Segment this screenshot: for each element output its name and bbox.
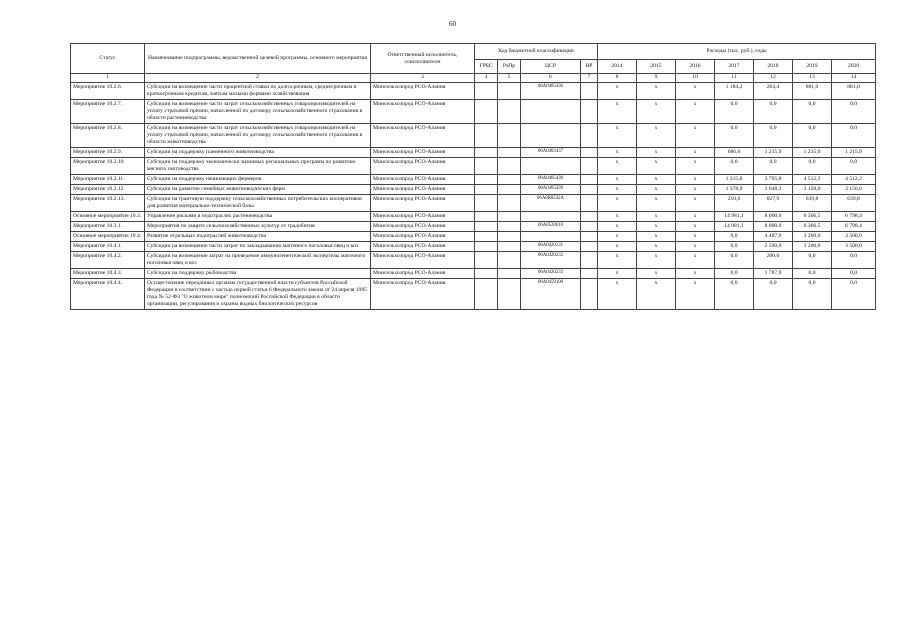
- row-rzpr: [498, 147, 521, 157]
- column-number: 4: [475, 74, 498, 83]
- row-expense-value: 881,0: [793, 83, 832, 100]
- row-expense-value: 0,0: [715, 268, 754, 278]
- header-year: 2015: [637, 60, 676, 74]
- column-number: 13: [793, 74, 832, 83]
- row-name: Субсидии на возмещение части процентной ставки по долгосрочным, среднесрочным и краткосрочным кредитам, взятым малыми формами хозяйствования: [145, 83, 371, 100]
- row-status: Мероприятие 10.4.2.: [71, 251, 145, 268]
- row-name: Субсидии на поддержку начинающих фермеров: [145, 174, 371, 184]
- row-rzpr: [498, 194, 521, 211]
- row-expense-value: 0,0: [715, 251, 754, 268]
- row-csr: 06A0405436: [521, 83, 581, 100]
- row-vr: [581, 278, 598, 309]
- column-number: 6: [521, 74, 581, 83]
- row-expense-value: 3 648,3: [754, 184, 793, 194]
- row-expense-value: 263,4: [754, 83, 793, 100]
- table-row: [71, 278, 876, 309]
- column-number: 3: [371, 74, 475, 83]
- row-csr: [521, 231, 581, 241]
- row-expense-value: 3 500,0: [832, 241, 876, 251]
- row-expense-value: x: [598, 221, 637, 231]
- row-expense-value: 3 150,0: [793, 184, 832, 194]
- row-grbs: [475, 268, 498, 278]
- row-name: Субсидии на возмещение затрат на проведение иммуногенетической экспертизы маточного поголовья овец и коз: [145, 251, 371, 268]
- header-year: 2019: [793, 60, 832, 74]
- table-row: [71, 251, 876, 268]
- row-grbs: [475, 221, 498, 231]
- row-status: Мероприятие 10.2.13.: [71, 194, 145, 211]
- row-expense-value: x: [637, 83, 676, 100]
- row-rzpr: [498, 83, 521, 100]
- row-name: Субсидии на возмещение части затрат сельскохозяйственных товаропроизводителей на уплату страховой премии, начисленной по договору сельскохозяйственного страхования в области растениеводства: [145, 99, 371, 123]
- row-expense-value: 0,0: [754, 278, 793, 309]
- row-expense-value: x: [637, 99, 676, 123]
- row-expense-value: 6 798,4: [832, 221, 876, 231]
- row-expense-value: 827,9: [754, 194, 793, 211]
- row-expense-value: 686,6: [715, 147, 754, 157]
- row-status: Мероприятие 10.2.8.: [71, 123, 145, 147]
- row-grbs: [475, 211, 498, 221]
- row-status: Мероприятие 10.2.10.: [71, 157, 145, 174]
- row-expense-value: 639,8: [832, 194, 876, 211]
- row-status: Мероприятие 10.2.6.: [71, 83, 145, 100]
- row-expense-value: 0,0: [832, 251, 876, 268]
- row-status: Мероприятие 10.4.1.: [71, 241, 145, 251]
- row-csr: [521, 211, 581, 221]
- header-expenses: Расходы (тыс. руб.), годы: [598, 44, 876, 60]
- row-grbs: [475, 174, 498, 184]
- row-grbs: [475, 194, 498, 211]
- header-year: 2016: [676, 60, 715, 74]
- header-vr: ВР: [581, 60, 598, 74]
- row-csr: 06A0459100: [521, 278, 581, 309]
- row-status: Основное мероприятие 10.3.: [71, 211, 145, 221]
- row-expense-value: 4 512,2: [793, 174, 832, 184]
- row-expense-value: x: [676, 184, 715, 194]
- row-expense-value: x: [676, 251, 715, 268]
- column-number: 14: [832, 74, 876, 83]
- row-csr: 06A0420232: [521, 251, 581, 268]
- table-row: [71, 221, 876, 231]
- row-expense-value: x: [598, 241, 637, 251]
- column-number-row: [71, 74, 876, 83]
- row-executor: Минсельхозпрод РСО-Алания: [371, 83, 475, 100]
- row-status: Мероприятие 10.4.3.: [71, 268, 145, 278]
- row-expense-value: x: [598, 211, 637, 221]
- row-expense-value: 0,0: [754, 157, 793, 174]
- row-expense-value: x: [598, 174, 637, 184]
- row-expense-value: 1 215,9: [832, 147, 876, 157]
- row-grbs: [475, 231, 498, 241]
- row-expense-value: x: [676, 211, 715, 221]
- row-expense-value: 0,0: [793, 123, 832, 147]
- row-grbs: [475, 157, 498, 174]
- row-expense-value: x: [676, 83, 715, 100]
- row-csr: 06A0420231: [521, 241, 581, 251]
- row-expense-value: 0,0: [715, 157, 754, 174]
- row-expense-value: 1 215,9: [793, 147, 832, 157]
- row-expense-value: x: [637, 123, 676, 147]
- row-expense-value: 8 000,0: [754, 221, 793, 231]
- row-vr: [581, 83, 598, 100]
- row-expense-value: 0,0: [793, 278, 832, 309]
- row-rzpr: [498, 99, 521, 123]
- row-expense-value: x: [637, 194, 676, 211]
- row-expense-value: 0,0: [715, 99, 754, 123]
- row-name: Субсидии на возмещение части затрат по закладыванию маточного поголовья овец и коз: [145, 241, 371, 251]
- row-vr: [581, 211, 598, 221]
- row-name: Мероприятия по защите сельскохозяйственных культур от градобития: [145, 221, 371, 231]
- row-expense-value: x: [598, 83, 637, 100]
- row-expense-value: 639,8: [793, 194, 832, 211]
- row-expense-value: x: [676, 221, 715, 231]
- row-csr: 06A0R0542A: [521, 194, 581, 211]
- row-executor: Минсельхозпрод РСО-Алания: [371, 278, 475, 309]
- row-expense-value: 1 787,9: [754, 268, 793, 278]
- row-expense-value: 4 512,2: [832, 174, 876, 184]
- row-csr: 06A0405439: [521, 184, 581, 194]
- row-executor: Минсельхозпрод РСО-Алания: [371, 241, 475, 251]
- row-expense-value: 6 366,5: [793, 221, 832, 231]
- row-expense-value: 14 981,1: [715, 211, 754, 221]
- row-vr: [581, 157, 598, 174]
- row-rzpr: [498, 241, 521, 251]
- row-vr: [581, 194, 598, 211]
- row-expense-value: 4 487,9: [754, 231, 793, 241]
- row-rzpr: [498, 278, 521, 309]
- row-expense-value: x: [676, 278, 715, 309]
- row-expense-value: 0,0: [832, 99, 876, 123]
- row-executor: Минсельхозпрод РСО-Алания: [371, 231, 475, 241]
- row-vr: [581, 99, 598, 123]
- row-executor: Минсельхозпрод РСО-Алания: [371, 123, 475, 147]
- column-number: 5: [498, 74, 521, 83]
- row-expense-value: x: [637, 251, 676, 268]
- row-expense-value: 0,0: [793, 251, 832, 268]
- row-status: Мероприятие 10.4.4.: [71, 278, 145, 309]
- row-vr: [581, 231, 598, 241]
- row-status: Мероприятие 10.2.9.: [71, 147, 145, 157]
- row-executor: Минсельхозпрод РСО-Алания: [371, 184, 475, 194]
- table-row: [71, 211, 876, 221]
- row-expense-value: 210,6: [715, 194, 754, 211]
- row-expense-value: 0,0: [715, 231, 754, 241]
- row-expense-value: x: [598, 231, 637, 241]
- row-rzpr: [498, 157, 521, 174]
- row-name: Управление рисками в подотраслях растениеводства: [145, 211, 371, 221]
- row-expense-value: x: [637, 241, 676, 251]
- header-rzpr: РзПр: [498, 60, 521, 74]
- row-expense-value: x: [598, 278, 637, 309]
- row-executor: Минсельхозпрод РСО-Алания: [371, 147, 475, 157]
- row-csr: [521, 99, 581, 123]
- header-executor: Ответственный исполнитель, соисполнители: [371, 44, 475, 74]
- row-expense-value: x: [676, 123, 715, 147]
- table-row: [71, 194, 876, 211]
- row-expense-value: x: [676, 99, 715, 123]
- table-row: [71, 99, 876, 123]
- header-status: Статус: [71, 44, 145, 74]
- column-number: 11: [715, 74, 754, 83]
- row-vr: [581, 147, 598, 157]
- header-grbs: ГРБС: [475, 60, 498, 74]
- row-expense-value: x: [637, 278, 676, 309]
- table-row: [71, 231, 876, 241]
- row-expense-value: x: [598, 251, 637, 268]
- row-expense-value: x: [598, 99, 637, 123]
- row-executor: Минсельхозпрод РСО-Алания: [371, 174, 475, 184]
- row-expense-value: x: [637, 211, 676, 221]
- row-name: Субсидии на поддержку рыбоводства: [145, 268, 371, 278]
- column-number: 7: [581, 74, 598, 83]
- row-expense-value: 14 981,1: [715, 221, 754, 231]
- row-rzpr: [498, 221, 521, 231]
- row-name: Развитие отдельных подотраслей животноводства: [145, 231, 371, 241]
- row-expense-value: x: [676, 157, 715, 174]
- row-grbs: [475, 147, 498, 157]
- table-row: [71, 268, 876, 278]
- row-grbs: [475, 241, 498, 251]
- row-rzpr: [498, 231, 521, 241]
- row-expense-value: 0,0: [832, 268, 876, 278]
- header-csr: ЦСР: [521, 60, 581, 74]
- row-expense-value: x: [637, 268, 676, 278]
- row-expense-value: x: [637, 157, 676, 174]
- table-row: [71, 123, 876, 147]
- row-expense-value: x: [598, 184, 637, 194]
- row-rzpr: [498, 123, 521, 147]
- row-expense-value: 2 500,0: [754, 241, 793, 251]
- row-vr: [581, 268, 598, 278]
- row-expense-value: x: [637, 221, 676, 231]
- row-expense-value: x: [676, 241, 715, 251]
- row-expense-value: x: [637, 147, 676, 157]
- row-vr: [581, 123, 598, 147]
- row-expense-value: x: [637, 184, 676, 194]
- header-year: 2017: [715, 60, 754, 74]
- row-expense-value: 0,0: [715, 278, 754, 309]
- row-expense-value: 3 150,0: [832, 184, 876, 194]
- row-expense-value: x: [676, 174, 715, 184]
- row-expense-value: 6 798,4: [832, 211, 876, 221]
- row-expense-value: 0,0: [793, 99, 832, 123]
- row-grbs: [475, 184, 498, 194]
- column-number: 9: [637, 74, 676, 83]
- row-csr: [521, 123, 581, 147]
- row-expense-value: 6 366,5: [793, 211, 832, 221]
- row-expense-value: 0,0: [832, 123, 876, 147]
- row-executor: Минсельхозпрод РСО-Алания: [371, 268, 475, 278]
- row-vr: [581, 221, 598, 231]
- row-rzpr: [498, 174, 521, 184]
- row-expense-value: x: [598, 194, 637, 211]
- table-row: [71, 83, 876, 100]
- header-year: 2018: [754, 60, 793, 74]
- row-expense-value: 0,0: [754, 123, 793, 147]
- budget-table: [70, 43, 876, 310]
- row-executor: Минсельхозпрод РСО-Алания: [371, 194, 475, 211]
- row-expense-value: 0,0: [715, 241, 754, 251]
- row-grbs: [475, 83, 498, 100]
- row-rzpr: [498, 211, 521, 221]
- row-name: Субсидии на грантовую поддержку сельскохозяйственных потребительских кооперативов для развития материально-технической базы: [145, 194, 371, 211]
- row-expense-value: x: [637, 174, 676, 184]
- row-status: Мероприятие 10.2.11.: [71, 174, 145, 184]
- row-expense-value: 3 200,0: [793, 241, 832, 251]
- row-status: Основное мероприятие 10.4.: [71, 231, 145, 241]
- row-csr: 06A0405438: [521, 174, 581, 184]
- column-number: 8: [598, 74, 637, 83]
- row-expense-value: 200,0: [754, 251, 793, 268]
- row-expense-value: 3 200,0: [793, 231, 832, 241]
- row-name: Субсидии на развитие семейных животноводческих ферм: [145, 184, 371, 194]
- row-expense-value: 881,0: [832, 83, 876, 100]
- column-number: 1: [71, 74, 145, 83]
- column-number: 10: [676, 74, 715, 83]
- row-expense-value: 1 184,2: [715, 83, 754, 100]
- row-expense-value: 1 378,9: [715, 184, 754, 194]
- row-status: Мероприятие 10.2.12.: [71, 184, 145, 194]
- row-csr: 06A0520610: [521, 221, 581, 231]
- row-expense-value: x: [676, 147, 715, 157]
- row-rzpr: [498, 251, 521, 268]
- row-expense-value: x: [598, 157, 637, 174]
- row-expense-value: 0,0: [754, 99, 793, 123]
- row-expense-value: 0,0: [793, 268, 832, 278]
- row-expense-value: x: [676, 268, 715, 278]
- table-row: [71, 184, 876, 194]
- row-expense-value: 0,0: [832, 278, 876, 309]
- row-vr: [581, 174, 598, 184]
- row-expense-value: 8 000,0: [754, 211, 793, 221]
- row-csr: 06A0420233: [521, 268, 581, 278]
- row-vr: [581, 241, 598, 251]
- row-expense-value: x: [676, 194, 715, 211]
- row-expense-value: 1 215,9: [754, 147, 793, 157]
- row-csr: 06A0403437: [521, 147, 581, 157]
- row-grbs: [475, 251, 498, 268]
- row-executor: Минсельхозпрод РСО-Алания: [371, 211, 475, 221]
- row-name: Субсидии на возмещение части затрат сельскохозяйственных товаропроизводителей на уплату страховой премии, начисленной по договору сельскохозяйственного страхования в области животноводства: [145, 123, 371, 147]
- row-expense-value: x: [598, 123, 637, 147]
- row-executor: Минсельхозпрод РСО-Алания: [371, 157, 475, 174]
- row-status: Мероприятие 10.2.7.: [71, 99, 145, 123]
- row-expense-value: 3 795,8: [754, 174, 793, 184]
- header-year: 2014: [598, 60, 637, 74]
- column-number: 12: [754, 74, 793, 83]
- row-status: Мероприятие 10.3.1.: [71, 221, 145, 231]
- column-number: 2: [145, 74, 371, 83]
- table-row: [71, 147, 876, 157]
- table-row: [71, 174, 876, 184]
- row-csr: [521, 157, 581, 174]
- row-rzpr: [498, 268, 521, 278]
- row-grbs: [475, 123, 498, 147]
- page-number: 60: [449, 20, 456, 28]
- row-expense-value: x: [676, 231, 715, 241]
- row-expense-value: 1 315,8: [715, 174, 754, 184]
- row-expense-value: x: [598, 268, 637, 278]
- row-executor: Минсельхозпрод РСО-Алания: [371, 251, 475, 268]
- row-expense-value: x: [598, 147, 637, 157]
- row-expense-value: x: [637, 231, 676, 241]
- row-expense-value: 0,0: [715, 123, 754, 147]
- row-expense-value: 0,0: [793, 157, 832, 174]
- row-expense-value: 0,0: [832, 157, 876, 174]
- row-grbs: [475, 278, 498, 309]
- table-row: [71, 241, 876, 251]
- table-row: [71, 157, 876, 174]
- row-grbs: [475, 99, 498, 123]
- row-executor: Минсельхозпрод РСО-Алания: [371, 221, 475, 231]
- row-rzpr: [498, 184, 521, 194]
- header-name: Наименование подпрограммы, ведомственной целевой программы, основного мероприятия: [145, 44, 371, 74]
- row-expense-value: 3 500,0: [832, 231, 876, 241]
- row-vr: [581, 251, 598, 268]
- row-vr: [581, 184, 598, 194]
- header-budget-code: Код бюджетной классификации: [475, 44, 598, 60]
- row-executor: Минсельхозпрод РСО-Алания: [371, 99, 475, 123]
- header-year: 2020: [832, 60, 876, 74]
- row-name: Субсидии на поддержку племенного животноводства: [145, 147, 371, 157]
- row-name: Субсидии на поддержку экономически значимых региональных программ по развитию мясного скотоводства: [145, 157, 371, 174]
- row-name: Осуществление переданных органам государственной власти субъектов Российской Федерации в соответствии с частью первой статьи 6 Федерального закона от 24 апреля 1995 года № 52-ФЗ "О животном мире" полномочий Российской Федерации в области организации, регулирования и охраны водных биологических ресурсов: [145, 278, 371, 309]
